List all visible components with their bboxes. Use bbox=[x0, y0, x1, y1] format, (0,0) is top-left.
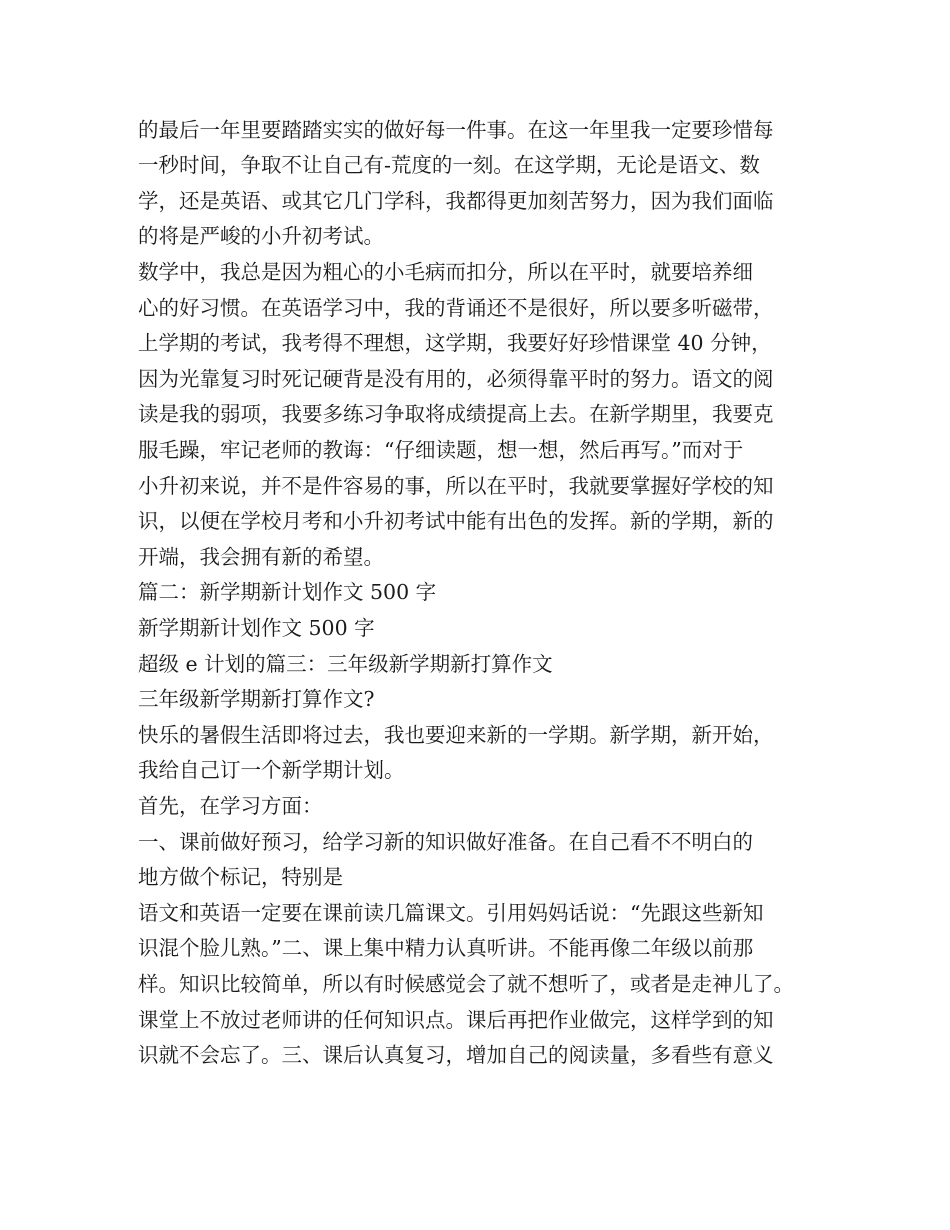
section-heading: 新学期新计划作文 500 字 bbox=[138, 616, 375, 640]
text-line: 快乐的暑假生活即将过去，我也要迎来新的一学期。新学期，新开始， bbox=[138, 723, 774, 747]
text-line: 学，还是英语、或其它几门学科，我都得更加刻苦努力，因为我们面临 bbox=[138, 189, 774, 213]
text-line: 数学中，我总是因为粗心的小毛病而扣分，所以在平时，就要培养细 bbox=[138, 260, 753, 284]
text-line: 语文和英语一定要在课前读几篇课文。引用妈妈话说：“先跟这些新知 bbox=[138, 901, 764, 925]
text-line: 识就不会忘了。三、课后认真复习，增加自己的阅读量，多看些有意义 bbox=[138, 1043, 774, 1067]
text-line: 上学期的考试，我考得不理想，这学期，我要好好珍惜课堂 40 分钟， bbox=[138, 331, 772, 355]
text-line: 服毛躁，牢记老师的教诲：“仔细读题，想一想，然后再写。”而对于 bbox=[138, 438, 744, 462]
text-line: 心的好习惯。在英语学习中，我的背诵还不是很好，所以要多听磁带， bbox=[138, 296, 774, 320]
section-heading: 超级 e 计划的篇三：三年级新学期新打算作文 bbox=[138, 652, 553, 676]
section-heading: 篇二：新学期新计划作文 500 字 bbox=[138, 580, 437, 604]
text-line: 一秒时间，争取不让自己有-荒度的一刻。在这学期，无论是语文、数 bbox=[138, 153, 760, 177]
text-line: 的将是严峻的小升初考试。 bbox=[138, 224, 384, 248]
text-line: 一、课前做好预习，给学习新的知识做好准备。在自己看不不明白的 bbox=[138, 830, 753, 854]
text-line: 识混个脸儿熟。”二、课上集中精力认真听讲。不能再像二年级以前那 bbox=[138, 936, 754, 960]
text-line: 我给自己订一个新学期计划。 bbox=[138, 758, 405, 782]
text-line: 的最后一年里要踏踏实实的做好每一件事。在这一年里我一定要珍惜每 bbox=[138, 118, 774, 142]
text-line: 地方做个标记，特别是 bbox=[138, 865, 343, 889]
text-line: 课堂上不放过老师讲的任何知识点。课后再把作业做完，这样学到的知 bbox=[138, 1008, 774, 1032]
text-line: 样。知识比较简单，所以有时候感觉会了就不想听了，或者是走神儿了。 bbox=[138, 972, 794, 996]
text-line: 小升初来说，并不是件容易的事，所以在平时，我就要掌握好学校的知 bbox=[138, 474, 774, 498]
section-heading: 三年级新学期新打算作文? bbox=[138, 687, 375, 711]
text-line: 识，以便在学校月考和小升初考试中能有出色的发挥。新的学期，新的 bbox=[138, 509, 774, 533]
text-line: 开端，我会拥有新的希望。 bbox=[138, 545, 384, 569]
text-line: 读是我的弱项，我要多练习争取将成绩提高上去。在新学期里，我要克 bbox=[138, 402, 774, 426]
text-line: 因为光靠复习时死记硬背是没有用的，必须得靠平时的努力。语文的阅 bbox=[138, 367, 774, 391]
text-line: 首先，在学习方面： bbox=[138, 794, 323, 818]
